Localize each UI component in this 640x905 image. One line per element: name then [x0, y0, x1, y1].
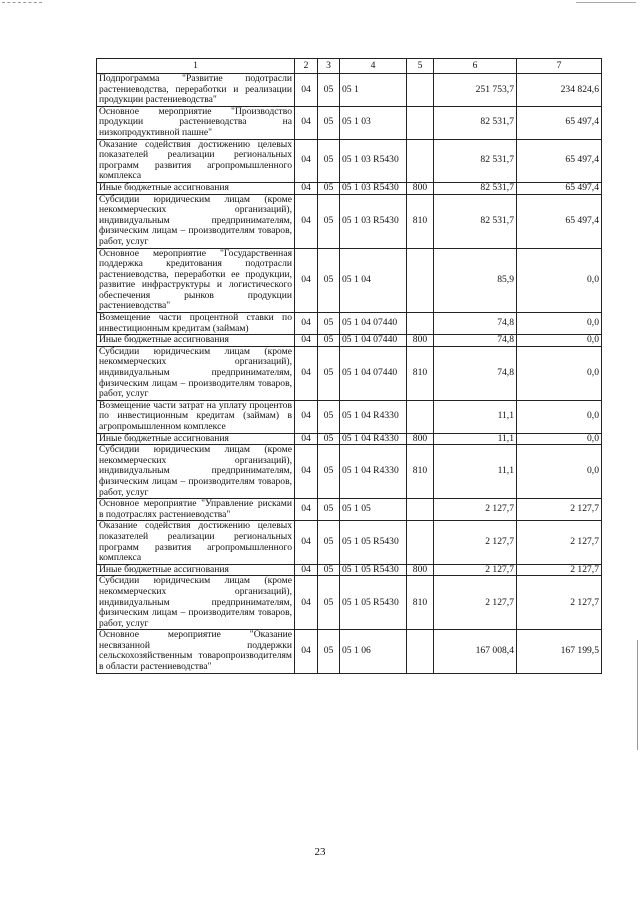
section-code-cell: 04 [295, 564, 318, 576]
table-row [97, 335, 602, 347]
table-row [97, 313, 602, 335]
subsection-code-cell: 05 [318, 139, 340, 182]
expense-type-cell: 810 [407, 576, 434, 630]
subsection-code-cell: 05 [318, 499, 340, 521]
row-name-cell: Возмещение части затрат на уплату процентов по инвестиционным кредитам (займам) в агропромышленном комплексе [97, 400, 295, 433]
expense-type-cell [407, 499, 434, 521]
table-row [97, 630, 602, 673]
table-row [97, 576, 602, 630]
subsection-code-cell: 05 [318, 521, 340, 564]
table-row [97, 106, 602, 139]
expense-type-cell: 800 [407, 182, 434, 194]
amount-year2-cell: 0,0 [517, 346, 602, 400]
amount-year2-cell: 167 199,5 [517, 630, 602, 673]
table-row [97, 400, 602, 433]
column-header: 4 [340, 59, 407, 74]
section-code-cell: 04 [295, 433, 318, 445]
section-code-cell: 04 [295, 248, 318, 313]
amount-year2-cell: 0,0 [517, 400, 602, 433]
expense-type-cell [407, 313, 434, 335]
row-name-cell: Возмещение части процентной ставки по инвестиционным кредитам (займам) [97, 313, 295, 335]
section-code-cell: 04 [295, 74, 318, 107]
column-header: 1 [97, 59, 295, 74]
amount-year1-cell: 251 753,7 [434, 74, 517, 107]
section-code-cell: 04 [295, 521, 318, 564]
target-article-cell: 05 1 04 R4330 [340, 445, 407, 499]
section-code-cell: 04 [295, 335, 318, 347]
section-code-cell: 04 [295, 313, 318, 335]
section-code-cell: 04 [295, 400, 318, 433]
subsection-code-cell: 05 [318, 576, 340, 630]
subsection-code-cell: 05 [318, 433, 340, 445]
row-name-cell: Иные бюджетные ассигнования [97, 335, 295, 347]
row-name-cell: Иные бюджетные ассигнования [97, 564, 295, 576]
section-code-cell: 04 [295, 630, 318, 673]
amount-year1-cell: 74,8 [434, 335, 517, 347]
section-code-cell: 04 [295, 182, 318, 194]
expense-type-cell [407, 106, 434, 139]
table-row [97, 194, 602, 248]
amount-year1-cell: 82 531,7 [434, 106, 517, 139]
column-header: 5 [407, 59, 434, 74]
amount-year1-cell: 82 531,7 [434, 139, 517, 182]
subsection-code-cell: 05 [318, 74, 340, 107]
subsection-code-cell: 05 [318, 194, 340, 248]
amount-year2-cell: 2 127,7 [517, 564, 602, 576]
amount-year2-cell: 2 127,7 [517, 576, 602, 630]
row-name-cell: Основное мероприятие "Производство продукции растениеводства на низкопродуктивной пашне" [97, 106, 295, 139]
section-code-cell: 04 [295, 576, 318, 630]
target-article-cell: 05 1 03 R5430 [340, 139, 407, 182]
table-row [97, 521, 602, 564]
target-article-cell: 05 1 [340, 74, 407, 107]
budget-table [96, 58, 602, 674]
subsection-code-cell: 05 [318, 335, 340, 347]
table-row [97, 564, 602, 576]
amount-year1-cell: 82 531,7 [434, 194, 517, 248]
table-row [97, 433, 602, 445]
amount-year2-cell: 0,0 [517, 335, 602, 347]
target-article-cell: 05 1 04 R4330 [340, 400, 407, 433]
amount-year2-cell: 65 497,4 [517, 194, 602, 248]
section-code-cell: 04 [295, 194, 318, 248]
row-name-cell: Субсидии юридическим лицам (кроме некоммерческих организаций), индивидуальным предпринимателям, физическим лицам – производителям товаров, работ, услуг [97, 445, 295, 499]
subsection-code-cell: 05 [318, 445, 340, 499]
amount-year2-cell: 234 824,6 [517, 74, 602, 107]
amount-year2-cell: 65 497,4 [517, 139, 602, 182]
row-name-cell: Субсидии юридическим лицам (кроме некоммерческих организаций), индивидуальным предпринимателям, физическим лицам – производителям товаров, работ, услуг [97, 194, 295, 248]
amount-year1-cell: 2 127,7 [434, 521, 517, 564]
row-name-cell: Иные бюджетные ассигнования [97, 433, 295, 445]
amount-year1-cell: 11,1 [434, 433, 517, 445]
row-name-cell: Подпрограмма "Развитие подотрасли растениеводства, переработки и реализации продукции растениеводства" [97, 74, 295, 107]
table-row [97, 139, 602, 182]
amount-year2-cell: 65 497,4 [517, 106, 602, 139]
expense-type-cell [407, 74, 434, 107]
table-row [97, 248, 602, 313]
column-header: 2 [295, 59, 318, 74]
expense-type-cell [407, 400, 434, 433]
section-code-cell: 04 [295, 139, 318, 182]
amount-year2-cell: 2 127,7 [517, 499, 602, 521]
expense-type-cell [407, 630, 434, 673]
table-row [97, 182, 602, 194]
expense-type-cell: 800 [407, 335, 434, 347]
target-article-cell: 05 1 04 07440 [340, 313, 407, 335]
target-article-cell: 05 1 03 R5430 [340, 194, 407, 248]
subsection-code-cell: 05 [318, 346, 340, 400]
page-number: 23 [314, 846, 326, 858]
section-code-cell: 04 [295, 445, 318, 499]
section-code-cell: 04 [295, 499, 318, 521]
target-article-cell: 05 1 05 [340, 499, 407, 521]
target-article-cell: 05 1 05 R5430 [340, 521, 407, 564]
subsection-code-cell: 05 [318, 182, 340, 194]
header-row [97, 59, 602, 74]
expense-type-cell: 810 [407, 445, 434, 499]
amount-year2-cell: 0,0 [517, 248, 602, 313]
table-row [97, 346, 602, 400]
row-name-cell: Основное мероприятие "Управление рисками в подотраслях растениеводства" [97, 499, 295, 521]
section-code-cell: 04 [295, 346, 318, 400]
table-row [97, 445, 602, 499]
row-name-cell: Оказание содействия достижению целевых показателей реализации региональных программ развития агропромышленного комплекса [97, 521, 295, 564]
expense-type-cell: 810 [407, 194, 434, 248]
column-header: 7 [517, 59, 602, 74]
target-article-cell: 05 1 05 R5430 [340, 576, 407, 630]
target-article-cell: 05 1 03 [340, 106, 407, 139]
amount-year1-cell: 2 127,7 [434, 499, 517, 521]
amount-year1-cell: 2 127,7 [434, 576, 517, 630]
subsection-code-cell: 05 [318, 564, 340, 576]
scan-edge-mark [637, 640, 638, 750]
expense-type-cell [407, 139, 434, 182]
target-article-cell: 05 1 06 [340, 630, 407, 673]
table-body [97, 74, 602, 674]
amount-year1-cell: 167 008,4 [434, 630, 517, 673]
subsection-code-cell: 05 [318, 630, 340, 673]
row-name-cell: Основное мероприятие "Оказание несвязанной поддержки сельскохозяйственным товаропроизводителям в области растениеводства" [97, 630, 295, 673]
section-code-cell: 04 [295, 106, 318, 139]
row-name-cell: Иные бюджетные ассигнования [97, 182, 295, 194]
expense-type-cell [407, 521, 434, 564]
column-header: 3 [318, 59, 340, 74]
row-name-cell: Оказание содействия достижению целевых показателей реализации региональных программ развития агропромышленного комплекса [97, 139, 295, 182]
scan-edge-mark [576, 2, 636, 3]
target-article-cell: 05 1 04 [340, 248, 407, 313]
expense-type-cell [407, 248, 434, 313]
expense-type-cell: 800 [407, 564, 434, 576]
table-row [97, 499, 602, 521]
subsection-code-cell: 05 [318, 400, 340, 433]
amount-year2-cell: 0,0 [517, 313, 602, 335]
amount-year2-cell: 65 497,4 [517, 182, 602, 194]
column-header: 6 [434, 59, 517, 74]
target-article-cell: 05 1 04 07440 [340, 346, 407, 400]
table-row [97, 74, 602, 107]
row-name-cell: Основное мероприятие "Государственная поддержка кредитования подотрасли растениеводства, переработки ее продукции, развитие инфраструктуры и логистического обеспечения рынков продукции растениеводства" [97, 248, 295, 313]
amount-year2-cell: 0,0 [517, 433, 602, 445]
target-article-cell: 05 1 03 R5430 [340, 182, 407, 194]
expense-type-cell: 800 [407, 433, 434, 445]
row-name-cell: Субсидии юридическим лицам (кроме некоммерческих организаций), индивидуальным предпринимателям, физическим лицам – производителям товаров, работ, услуг [97, 346, 295, 400]
amount-year1-cell: 11,1 [434, 445, 517, 499]
subsection-code-cell: 05 [318, 313, 340, 335]
amount-year2-cell: 0,0 [517, 445, 602, 499]
amount-year2-cell: 2 127,7 [517, 521, 602, 564]
subsection-code-cell: 05 [318, 106, 340, 139]
scan-edge-mark [2, 2, 42, 3]
amount-year1-cell: 2 127,7 [434, 564, 517, 576]
amount-year1-cell: 85,9 [434, 248, 517, 313]
amount-year1-cell: 82 531,7 [434, 182, 517, 194]
amount-year1-cell: 11,1 [434, 400, 517, 433]
amount-year1-cell: 74,8 [434, 346, 517, 400]
expense-type-cell: 810 [407, 346, 434, 400]
subsection-code-cell: 05 [318, 248, 340, 313]
row-name-cell: Субсидии юридическим лицам (кроме некоммерческих организаций), индивидуальным предпринимателям, физическим лицам – производителям товаров, работ, услуг [97, 576, 295, 630]
target-article-cell: 05 1 05 R5430 [340, 564, 407, 576]
amount-year1-cell: 74,8 [434, 313, 517, 335]
target-article-cell: 05 1 04 07440 [340, 335, 407, 347]
target-article-cell: 05 1 04 R4330 [340, 433, 407, 445]
